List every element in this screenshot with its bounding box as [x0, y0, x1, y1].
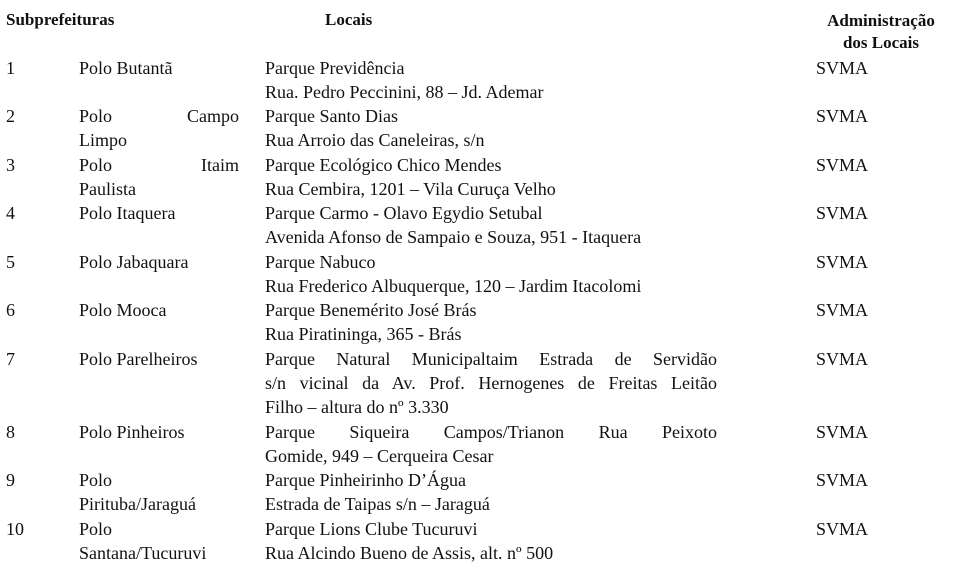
row-locais [265, 153, 717, 201]
row-administracao: SVMA [816, 58, 869, 78]
header-administracao-line1: Administração [827, 11, 935, 30]
row-polo [79, 250, 239, 274]
locais-line: Parque Pinheirinho D’Água [265, 470, 466, 490]
row-polo [79, 56, 239, 80]
row-locais [265, 347, 717, 419]
polo-line: Polo Butantã [79, 58, 173, 78]
locais-line: Rua Alcindo Bueno de Assis, alt. nº 500 [265, 543, 554, 563]
locais-line: Parque Natural Municipaltaim Estrada de Servidão [265, 349, 717, 369]
polo-line: Polo [79, 470, 113, 490]
row-polo [79, 347, 239, 371]
row-polo [79, 201, 239, 225]
polo-line: Pirituba/Jaraguá [79, 494, 196, 514]
polo-line: Polo Campo [79, 106, 239, 126]
header-subprefeituras: Subprefeituras [6, 10, 115, 29]
locais-line: Parque Santo Dias [265, 106, 398, 126]
polo-line: Limpo [79, 130, 127, 150]
locais-line: Parque Nabuco [265, 252, 376, 272]
row-number: 4 [6, 203, 15, 223]
row-number: 3 [6, 155, 15, 175]
polo-line: Polo Itaquera [79, 203, 176, 223]
locais-line: s/n vicinal da Av. Prof. Hernogenes de Freitas Leitão [265, 373, 717, 393]
locais-line: Parque Carmo - Olavo Egydio Setubal [265, 203, 543, 223]
header-administracao [812, 10, 950, 54]
row-polo [79, 104, 239, 152]
row-number: 1 [6, 58, 15, 78]
polo-line: Paulista [79, 179, 136, 199]
locais-line: Parque Siqueira Campos/Trianon Rua Peixoto [265, 422, 717, 442]
polo-line: Polo Parelheiros [79, 349, 198, 369]
locais-line: Avenida Afonso de Sampaio e Souza, 951 - Itaquera [265, 227, 642, 247]
locais-line: Parque Ecológico Chico Mendes [265, 155, 502, 175]
row-number: 6 [6, 300, 15, 320]
header-locais: Locais [325, 10, 373, 29]
row-administracao: SVMA [816, 470, 869, 490]
locais-line: Rua Piratininga, 365 - Brás [265, 324, 462, 344]
row-administracao: SVMA [816, 422, 869, 442]
polo-line: Polo Pinheiros [79, 422, 185, 442]
row-polo [79, 298, 239, 322]
row-administracao: SVMA [816, 155, 869, 175]
row-locais [265, 250, 717, 298]
polo-line: Santana/Tucuruvi [79, 543, 207, 563]
row-locais [265, 56, 717, 104]
locais-line: Filho – altura do nº 3.330 [265, 397, 449, 417]
locais-line: Rua. Pedro Peccinini, 88 – Jd. Ademar [265, 82, 544, 102]
locais-line: Rua Cembira, 1201 – Vila Curuça Velho [265, 179, 556, 199]
locais-line: Parque Benemérito José Brás [265, 300, 477, 320]
polo-line: Polo Jabaquara [79, 252, 189, 272]
row-administracao: SVMA [816, 300, 869, 320]
row-locais [265, 298, 717, 346]
row-locais [265, 468, 717, 516]
row-number: 8 [6, 422, 15, 442]
row-number: 7 [6, 349, 15, 369]
row-administracao: SVMA [816, 519, 869, 539]
row-locais [265, 104, 717, 152]
row-locais [265, 517, 717, 565]
row-polo [79, 420, 239, 444]
row-number: 5 [6, 252, 15, 272]
locais-line: Rua Frederico Albuquerque, 120 – Jardim Itacolomi [265, 276, 642, 296]
locais-line: Rua Arroio das Caneleiras, s/n [265, 130, 485, 150]
row-number: 2 [6, 106, 15, 126]
row-polo [79, 517, 239, 565]
row-polo [79, 468, 239, 516]
row-administracao: SVMA [816, 349, 869, 369]
row-locais [265, 201, 717, 249]
polo-line: Polo Itaim [79, 155, 239, 175]
row-polo [79, 153, 239, 201]
header-administracao-line2: dos Locais [842, 33, 920, 52]
locais-line: Estrada de Taipas s/n – Jaraguá [265, 494, 490, 514]
row-administracao: SVMA [816, 203, 869, 223]
row-administracao: SVMA [816, 106, 869, 126]
locais-line: Parque Previdência [265, 58, 405, 78]
row-administracao: SVMA [816, 252, 869, 272]
row-locais [265, 420, 717, 468]
polo-line: Polo Mooca [79, 300, 167, 320]
locais-line: Parque Lions Clube Tucuruvi [265, 519, 478, 539]
locais-line: Gomide, 949 – Cerqueira Cesar [265, 446, 494, 466]
row-number: 10 [6, 519, 24, 539]
row-number: 9 [6, 470, 15, 490]
polo-line: Polo [79, 519, 113, 539]
